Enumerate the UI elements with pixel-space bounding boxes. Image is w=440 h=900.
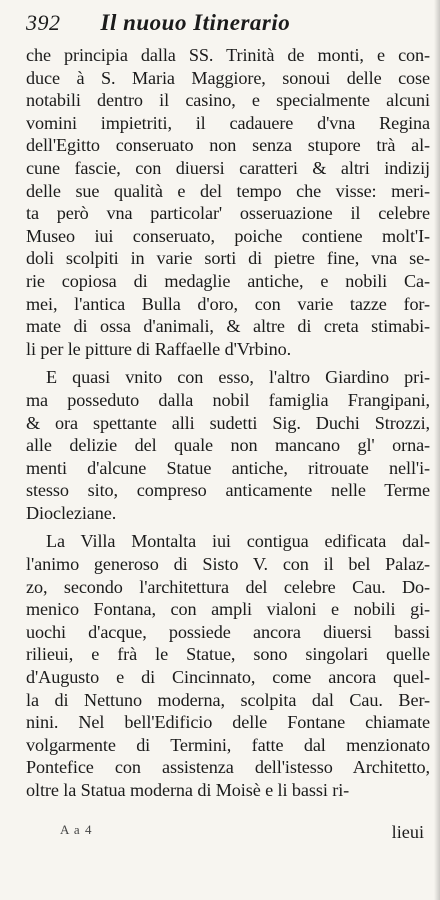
text-line: Museo iui conseruato, poiche contiene molt'I- bbox=[26, 225, 430, 246]
text-line: Pontefice con assistenza dell'istesso Architetto, bbox=[26, 757, 430, 778]
text-line: stesso sito, compreso anticamente nelle Terme bbox=[26, 480, 430, 501]
paragraph bbox=[26, 366, 430, 524]
signature-mark: A a 4 bbox=[60, 822, 93, 837]
page-footer bbox=[26, 822, 428, 842]
text-line: Diocleziane. bbox=[26, 502, 117, 523]
page-header bbox=[26, 10, 430, 42]
text-line: menti d'alcune Statue antiche, ritrouate nell'i- bbox=[26, 457, 430, 478]
page-number: 392 bbox=[26, 10, 61, 35]
catchword: lieui bbox=[391, 822, 424, 842]
paragraph bbox=[26, 44, 430, 360]
running-title: Il nuouo Itinerario bbox=[100, 10, 291, 35]
text-line: menico Fontana, con ampli vialoni e nobili gi- bbox=[26, 599, 430, 620]
text-line: mei, l'antica Bulla d'oro, con varie tazze for- bbox=[26, 293, 430, 314]
text-line: la di Nettuno moderna, scolpita dal Cau. Ber- bbox=[26, 689, 430, 710]
text-line: E quasi vnito con esso, l'altro Giardino pri- bbox=[46, 367, 430, 388]
text-line: & ora spettante alli sudetti Sig. Duchi Strozzi, bbox=[26, 412, 430, 433]
text-line: La Villa Montalta iui contigua edificata dal- bbox=[46, 531, 430, 552]
paragraph bbox=[26, 530, 430, 801]
text-line: ta però vna particolar' osseruazione il celebre bbox=[26, 203, 430, 224]
page-edge-shadow bbox=[434, 0, 440, 900]
text-line: l'animo generoso di Sisto V. con il bel Palaz- bbox=[26, 554, 430, 575]
text-line: volgarmente di Termini, fatte dal menzionato bbox=[26, 734, 430, 755]
text-line: rilieui, e frà le Statue, sono singolari quelle bbox=[26, 644, 430, 665]
text-line: oltre la Statua moderna di Moisè e li bassi ri- bbox=[26, 780, 350, 800]
text-line: d'Augusto e di Cincinnato, come ancora quel- bbox=[26, 667, 430, 688]
text-line: duce à S. Maria Maggiore, sonoui delle cose bbox=[26, 67, 430, 88]
text-line: zo, secondo l'architettura del celebre Cau. Do- bbox=[26, 576, 430, 597]
text-line: alle delizie del quale non mancano gl' orna- bbox=[26, 435, 430, 456]
text-line: uochi d'acque, possiede ancora diuersi bassi bbox=[26, 621, 430, 642]
text-line: che principia dalla SS. Trinità de monti, e con- bbox=[26, 45, 430, 65]
text-line: notabili dentro il casino, e specialmente alcuni bbox=[26, 90, 430, 111]
text-line: vomini impietriti, il cadauere d'vna Regina bbox=[26, 112, 430, 133]
text-line: mate di ossa d'animali, & altre di creta stimabi- bbox=[26, 316, 430, 337]
text-line: dell'Egitto conseruato non senza stupore trà al- bbox=[26, 135, 430, 156]
body-text bbox=[26, 44, 430, 802]
text-line: delle sue qualità e del tempo che visse: meri- bbox=[26, 180, 430, 201]
text-line: nini. Nel bell'Edificio delle Fontane chiamate bbox=[26, 712, 430, 733]
text-line: doli scolpiti in varie sorti di pietre fine, vna se- bbox=[26, 248, 430, 269]
text-line: ma posseduto dalla nobil famiglia Frangipani, bbox=[26, 389, 430, 410]
text-line: rie copiosa di medaglie antiche, e nobili Ca- bbox=[26, 270, 430, 291]
text-line: cune fascie, con diuersi caratteri & altri indizij bbox=[26, 157, 430, 178]
text-line: li per le pitture di Raffaelle d'Vrbino. bbox=[26, 338, 292, 359]
